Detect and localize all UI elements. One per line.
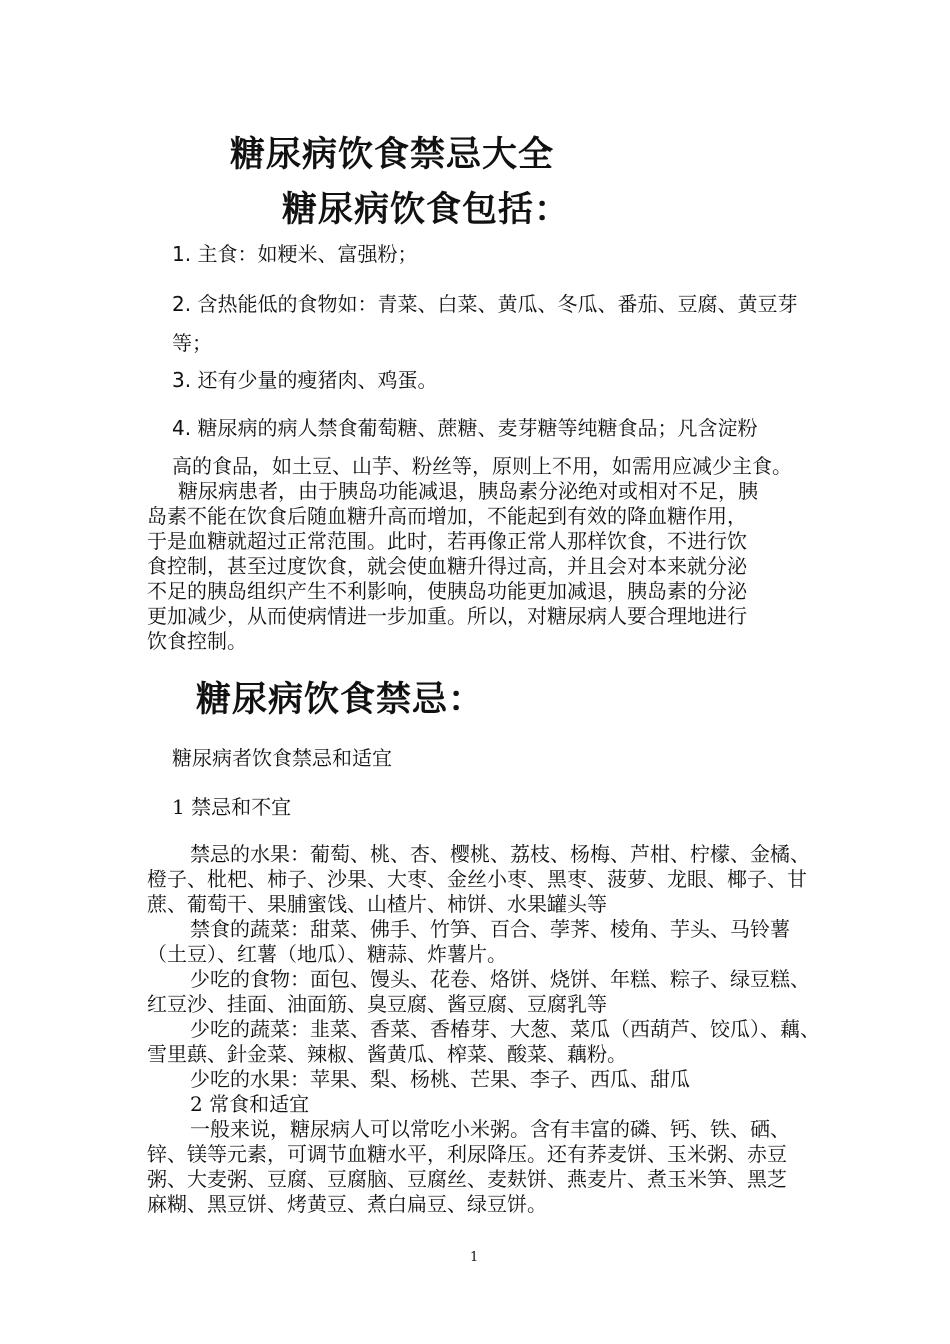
body-line: 红豆沙、挂面、油面筋、臭豆腐、酱豆腐、豆腐乳等 [147,992,607,1016]
body-line: 2 常食和适宜 [190,1092,310,1116]
body-line: 粥、大麦粥、豆腐、豆腐脑、豆腐丝、麦麸饼、燕麦片、煮玉米笋、黑芝 [147,1167,787,1191]
list-text: 含热能低的食物如：青菜、白菜、黄瓜、冬瓜、番茄、豆腐、黄豆芽 [197,292,798,316]
list-number: 2. [172,292,192,316]
body-line: 少吃的蔬菜：韭菜、香菜、香椿芽、大葱、菜瓜（西葫芦、饺瓜）、藕、 [190,1017,820,1041]
body-line: 少吃的水果：苹果、梨、杨桃、芒果、李子、西瓜、甜瓜 [190,1067,690,1091]
list-text: 等； [172,331,212,355]
list-item-2-cont [172,327,212,356]
intro-line: 更加减少，从而使病情进一步加重。所以，对糖尿病人要合理地进行 [147,604,747,628]
intro-line: 不足的胰岛组织产生不利影响，使胰岛功能更加减退，胰岛素的分泌 [147,579,747,603]
body-line: 橙子、枇杷、柿子、沙果、大枣、金丝小枣、黑枣、菠萝、龙眼、椰子、甘 [147,867,807,891]
body-line: （土豆）、红薯（地瓜）、糖蒜、炸薯片。 [147,942,507,966]
list-number: 3. [172,368,192,392]
body-line: 锌、镁等元素，可调节血糖水平，利尿降压。还有荞麦饼、玉米粥、赤豆 [147,1142,787,1166]
intro-line: 于是血糖就超过正常范围。此时，若再像正常人那样饮食，不进行饮 [147,529,747,553]
section-heading-includes: 糖尿病饮食包括： [282,190,571,230]
subheading-taboo: 1 禁忌和不宜 [172,795,292,819]
body-line: 一般来说，糖尿病人可以常吃小米粥。含有丰富的磷、钙、铁、硒、 [190,1117,790,1141]
body-line: 麻糊、黑豆饼、烤黄豆、煮白扁豆、绿豆饼。 [147,1192,547,1216]
body-line: 少吃的食物：面包、馒头、花卷、烙饼、烧饼、年糕、粽子、绿豆糕、 [190,967,810,991]
intro-line: 岛素不能在饮食后随血糖升高而增加，不能起到有效的降血糖作用， [147,504,747,528]
list-text: 糖尿病的病人禁食葡萄糖、蔗糖、麦芽糖等纯糖食品；凡含淀粉 [197,416,758,440]
list-number: 1. [172,242,192,266]
list-text: 还有少量的瘦猪肉、鸡蛋。 [197,368,438,392]
document-title: 糖尿病饮食禁忌大全 [230,135,555,175]
list-item-4 [172,412,757,441]
subheading-taboos-and-suitable: 糖尿病者饮食禁忌和适宜 [172,746,392,770]
list-item-1 [172,238,417,267]
intro-line: 食控制，甚至过度饮食，就会使血糖升得过高，并且会对本来就分泌 [147,554,747,578]
intro-line: 饮食控制。 [147,629,247,653]
list-text: 高的食品，如土豆、山芋、粉丝等，原则上不用，如需用应减少主食。 [172,454,792,478]
list-item-2 [172,288,797,317]
list-item-3 [172,364,437,393]
list-number: 4. [172,416,192,440]
page-number: 1 [470,1250,479,1265]
body-line: 雪里蕻、針金菜、辣椒、酱黄瓜、榨菜、酸菜、藕粉。 [147,1042,627,1066]
section-heading-taboos: 糖尿病饮食禁忌： [196,680,485,720]
intro-line: 糖尿病患者，由于胰岛功能减退，胰岛素分泌绝对或相对不足，胰 [178,479,758,503]
body-line: 禁忌的水果：葡萄、桃、杏、樱桃、荔枝、杨梅、芦柑、柠檬、金橘、 [190,842,810,866]
body-line: 蔗、葡萄干、果脯蜜饯、山楂片、柿饼、水果罐头等 [147,892,607,916]
body-line: 禁食的蔬菜：甜菜、佛手、竹笋、百合、荸荠、棱角、芋头、马铃薯 [190,917,790,941]
list-text: 主食：如粳米、富强粉； [197,242,418,266]
